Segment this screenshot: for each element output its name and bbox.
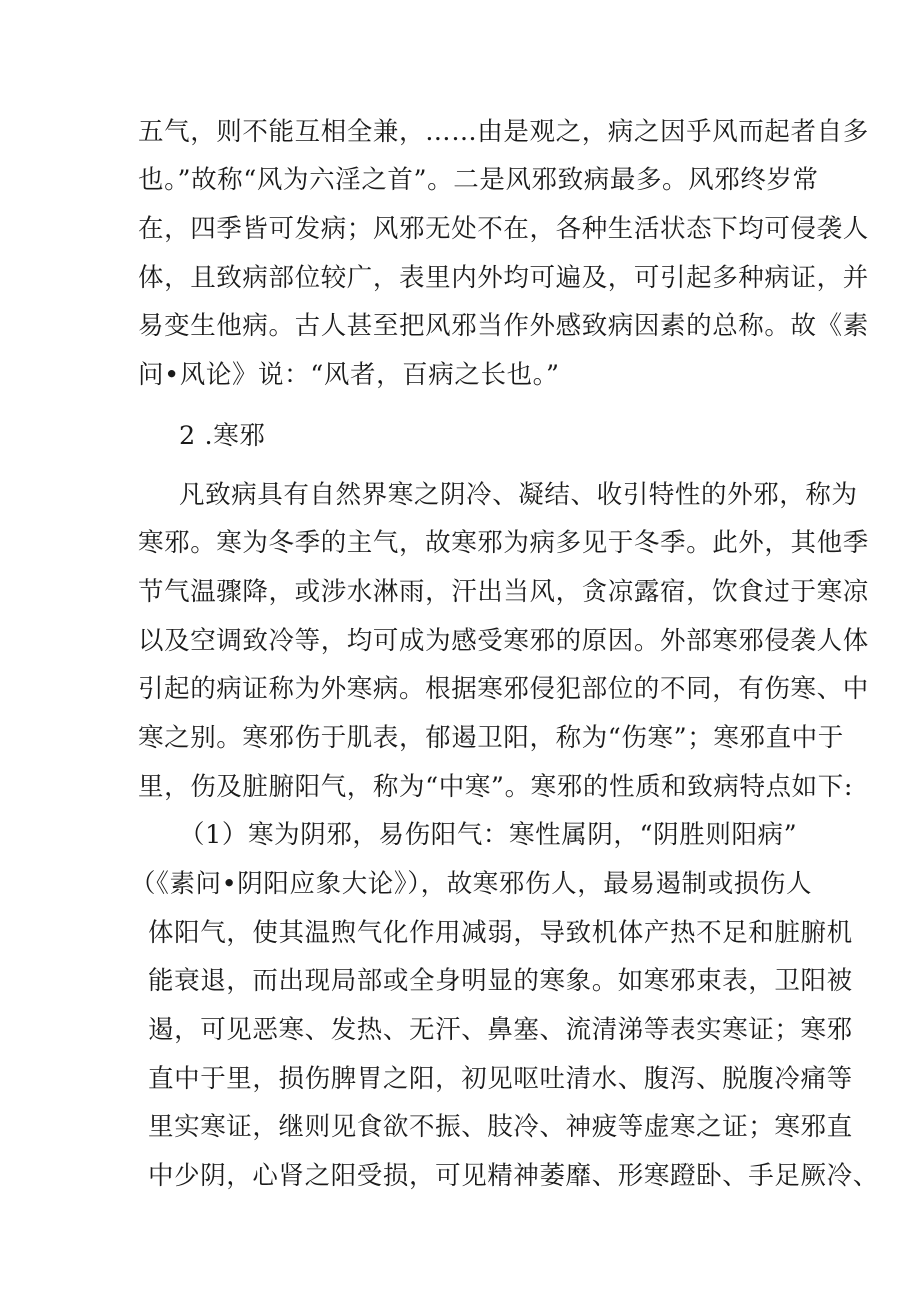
section-heading: 2 .寒邪	[179, 421, 266, 451]
text-line-9: 寒邪。寒为冬季的主气，故寒邪为病多见于冬季。此外，其他季	[138, 528, 869, 558]
text-line-10: 节气温骤降，或涉水淋雨，汗出当风，贪凉露宿，饮食过于寒凉	[138, 577, 869, 607]
text-line-20: 直中于里，损伤脾胃之阳，初见呕吐清水、腹泻、脱腹冷痛等	[148, 1064, 853, 1094]
text-line-11: 以及空调致冷等，均可成为感受寒邪的原因。外部寒邪侵袭人体	[138, 626, 869, 656]
text-line-16: （《素问•阴阳应象大论》），故寒邪伤人，最易遏制或损伤人	[130, 869, 813, 899]
text-line-6: 问•风论》说：“风者，百病之长也。”	[138, 360, 560, 390]
text-line-1: 五气，则不能互相全兼，……由是观之，病之因乎风而起者自多	[138, 117, 869, 147]
text-line-13: 寒之别。寒邪伤于肌表，郁遏卫阳，称为“伤寒”；寒邪直中于	[138, 723, 844, 753]
text-line-17: 体阳气，使其温煦气化作用减弱，导致机体产热不足和脏腑机	[148, 918, 853, 948]
text-line-14: 里，伤及脏腑阳气，称为“中寒”。寒邪的性质和致病特点如下:	[138, 772, 854, 802]
text-line-5: 易变生他病。古人甚至把风邪当作外感致病因素的总称。故《素	[138, 311, 869, 341]
text-line-19: 遏，可见恶寒、发热、无汗、鼻塞、流清涕等表实寒证；寒邪	[148, 1015, 853, 1045]
text-line-8: 凡致病具有自然界寒之阴冷、凝结、收引特性的外邪，称为	[179, 480, 858, 510]
text-line-4: 体，且致病部位较广，表里内外均可遍及，可引起多种病证，并	[138, 263, 869, 293]
text-line-18: 能衰退，而出现局部或全身明显的寒象。如寒邪束表，卫阳被	[148, 966, 853, 996]
text-line-2: 也。”故称“风为六淫之首”。二是风邪致病最多。风邪终岁常	[138, 165, 819, 195]
text-line-21: 里实寒证，继则见食欲不振、肢冷、神疲等虚寒之证；寒邪直	[148, 1112, 853, 1142]
text-line-15: （1）寒为阴邪，易伤阳气：寒性属阴，“阴胜则阳病”	[179, 820, 798, 850]
text-line-12: 引起的病证称为外寒病。根据寒邪侵犯部位的不同，有伤寒、中	[138, 674, 869, 704]
text-line-3: 在，四季皆可发病；风邪无处不在，各种生活状态下均可侵袭人	[138, 214, 869, 244]
text-line-22: 中少阴，心肾之阳受损，可见精神萎靡、形寒蹬卧、手足厥冷、	[148, 1161, 879, 1191]
